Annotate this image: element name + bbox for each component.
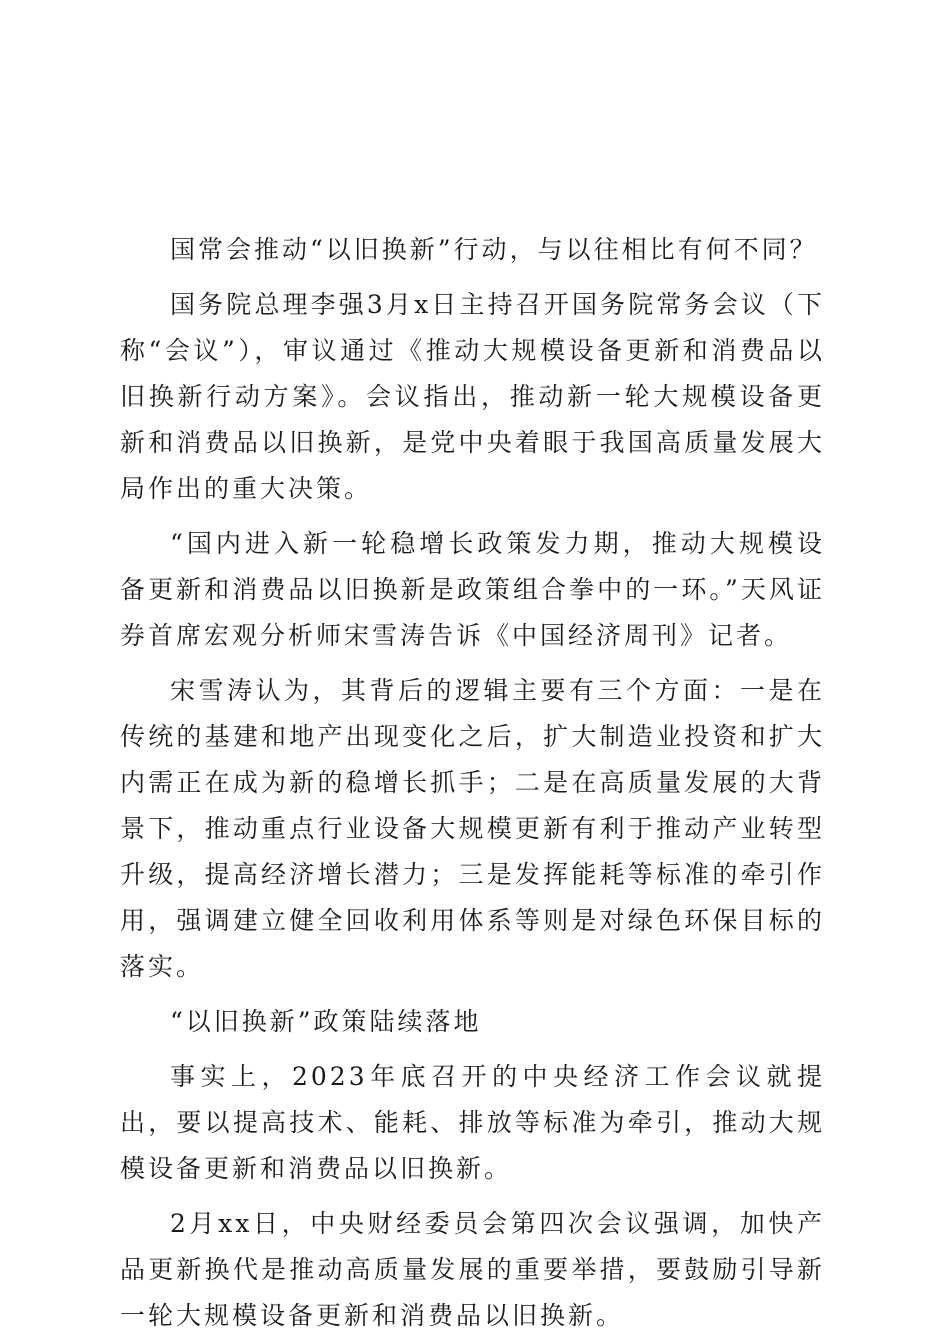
document-title: 国常会推动“以旧换新”行动，与以往相比有何不同？	[170, 235, 818, 264]
section-subheading: “以旧换新”政策陆续落地	[170, 1007, 482, 1036]
paragraph: 事实上，2023年底召开的中央经济工作会议就提出，要以提高技术、能耗、排放等标准为牵引，推动大规模设备更新和消费品以旧换新。	[120, 1062, 825, 1183]
paragraph: 国务院总理李强3月x日主持召开国务院常务会议（下称“会议”），审议通过《推动大规模设备更新和消费品以旧换新行动方案》。会议指出，推动新一轮大规模设备更新和消费品以旧换新，是党中央着眼于我国高质量发展大局作出的重大决策。	[120, 290, 825, 503]
document-body	[120, 227, 825, 1339]
paragraph: “国内进入新一轮稳增长政策发力期，推动大规模设备更新和消费品以旧换新是政策组合拳中的一环。”天风证券首席宏观分析师宋雪涛告诉《中国经济周刊》记者。	[120, 529, 825, 650]
paragraph: 宋雪涛认为，其背后的逻辑主要有三个方面：一是在传统的基建和地产出现变化之后，扩大制造业投资和扩大内需正在成为新的稳增长抓手；二是在高质量发展的大背景下，推动重点行业设备大规模更新有利于推动产业转型升级，提高经济增长潜力；三是发挥能耗等标准的牵引作用，强调建立健全回收利用体系等则是对绿色环保目标的落实。	[120, 676, 825, 981]
paragraph: 2月xx日，中央财经委员会第四次会议强调，加快产品更新换代是推动高质量发展的重要举措，要鼓励引导新一轮大规模设备更新和消费品以旧换新。	[120, 1209, 825, 1330]
